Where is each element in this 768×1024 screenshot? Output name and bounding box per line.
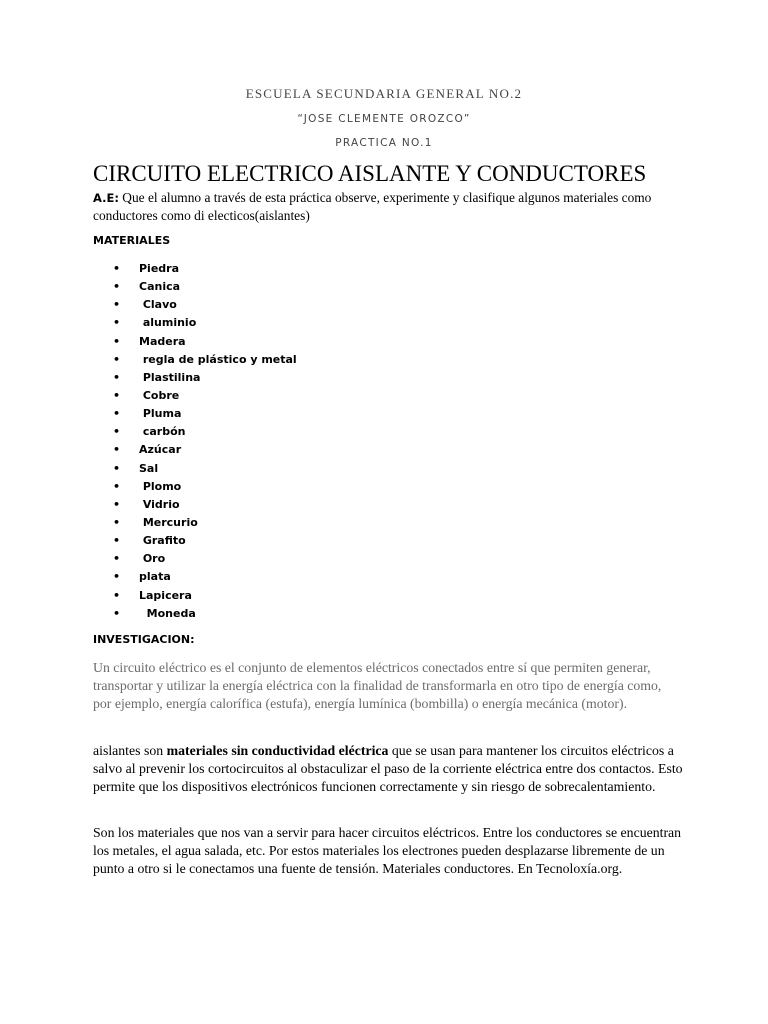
bullet-icon: •: [113, 570, 121, 584]
bullet-icon: •: [113, 280, 121, 294]
material-item: [113, 460, 297, 478]
material-item: [113, 333, 297, 351]
bullet-icon: •: [113, 334, 121, 348]
bullet-icon: •: [113, 534, 121, 548]
material-label: Piedra: [139, 262, 180, 275]
material-label: Plastilina: [139, 370, 201, 384]
bullet-icon: •: [113, 552, 121, 566]
material-label: carbón: [139, 425, 186, 439]
material-item: [113, 605, 297, 623]
bullet-icon: •: [113, 425, 121, 439]
material-label: Oro: [139, 552, 166, 566]
bullet-icon: •: [113, 262, 121, 275]
learning-objective-text: Que el alumno a través de esta práctica observe, experimente y clasifique algunos materiales como conductores como di electicos(aislantes): [93, 190, 652, 223]
material-item: [113, 514, 297, 532]
material-label: Moneda: [139, 606, 196, 620]
material-label: aluminio: [139, 316, 197, 330]
material-item: [113, 278, 297, 296]
material-item: [113, 441, 297, 459]
material-label: Lapicera: [139, 588, 192, 602]
bullet-icon: •: [113, 443, 121, 457]
bullet-icon: •: [113, 479, 121, 493]
material-label: Clavo: [139, 298, 177, 312]
material-item: [113, 296, 297, 314]
material-item: [113, 532, 297, 550]
material-label: Madera: [139, 334, 186, 348]
material-label: Plomo: [139, 479, 182, 493]
materials-heading: MATERIALES: [93, 234, 171, 247]
material-label: Grafito: [139, 534, 186, 548]
material-label: Sal: [139, 461, 159, 475]
paragraph-insulators: [93, 742, 683, 796]
bullet-icon: •: [113, 407, 121, 421]
material-item: [113, 314, 297, 332]
material-item: [113, 568, 297, 586]
bullet-icon: •: [113, 316, 121, 330]
material-label: Azúcar: [139, 443, 182, 457]
material-item: [113, 387, 297, 405]
paragraph-insulators-bold: materiales sin conductividad eléctrica: [166, 743, 389, 758]
learning-objective: [93, 189, 683, 224]
material-label: Pluma: [139, 407, 182, 421]
material-item: [113, 550, 297, 568]
paragraph-insulators-end: que se usan para mantener los circuitos eléctricos a salvo al prevenir los cortocircuitos al obstaculizar el paso de la corriente eléctrica entre dos contactos. Esto permite que los dispositivos electrónicos funcionen correctamente y sin riesgo de sobrecalentamiento.: [93, 743, 683, 794]
bullet-icon: •: [113, 588, 121, 602]
bullet-icon: •: [113, 298, 121, 312]
investigation-heading: INVESTIGACION:: [93, 633, 195, 646]
material-item: [113, 423, 297, 441]
material-item: [113, 496, 297, 514]
bullet-icon: •: [113, 370, 121, 384]
material-item: [113, 587, 297, 605]
material-label: plata: [139, 570, 171, 584]
bullet-icon: •: [113, 461, 121, 475]
material-item: [113, 369, 297, 387]
paragraph-circuit-definition: Un circuito eléctrico es el conjunto de elementos eléctricos conectados entre sí que permiten generar, transportar y utilizar la energía eléctrica con la finalidad de transformarla en otro tipo de energía como, por ejemplo, energía calorífica (estufa), energía lumínica (bombilla) o energía mecánica (motor).: [93, 660, 662, 711]
bullet-icon: •: [113, 606, 121, 620]
paragraph-insulators-start: aislantes son: [93, 743, 167, 758]
school-name: ESCUELA SECUNDARIA GENERAL NO.2: [245, 86, 523, 101]
material-label: Vidrio: [139, 497, 180, 511]
bullet-icon: •: [113, 388, 121, 402]
material-item: [113, 351, 297, 369]
material-item: [113, 405, 297, 423]
material-label: regla de plástico y metal: [139, 352, 297, 366]
school-patron-name: “JOSE CLEMENTE OROZCO”: [297, 113, 471, 125]
practice-number: PRACTICA NO.1: [335, 137, 433, 149]
learning-objective-label: A.E:: [93, 191, 119, 205]
material-label: Cobre: [139, 388, 180, 402]
material-item: [113, 260, 297, 278]
material-label: Canica: [139, 280, 181, 294]
paragraph-conductors: Son los materiales que nos van a servir para hacer circuitos eléctricos. Entre los conductores se encuentran los metales, el agua salada, etc. Por estos materiales los electrones pueden desplazarse libremente de un punto a otro si le conectamos una fuente de tensión. Materiales conductores. En Tecnoloxía.org.: [93, 825, 682, 876]
bullet-icon: •: [113, 352, 121, 366]
document-title: CIRCUITO ELECTRICO AISLANTE Y CONDUCTORES: [93, 161, 647, 186]
material-item: [113, 478, 297, 496]
materials-list: [113, 260, 297, 623]
material-label: Mercurio: [139, 515, 198, 529]
bullet-icon: •: [113, 515, 121, 529]
bullet-icon: •: [113, 497, 121, 511]
